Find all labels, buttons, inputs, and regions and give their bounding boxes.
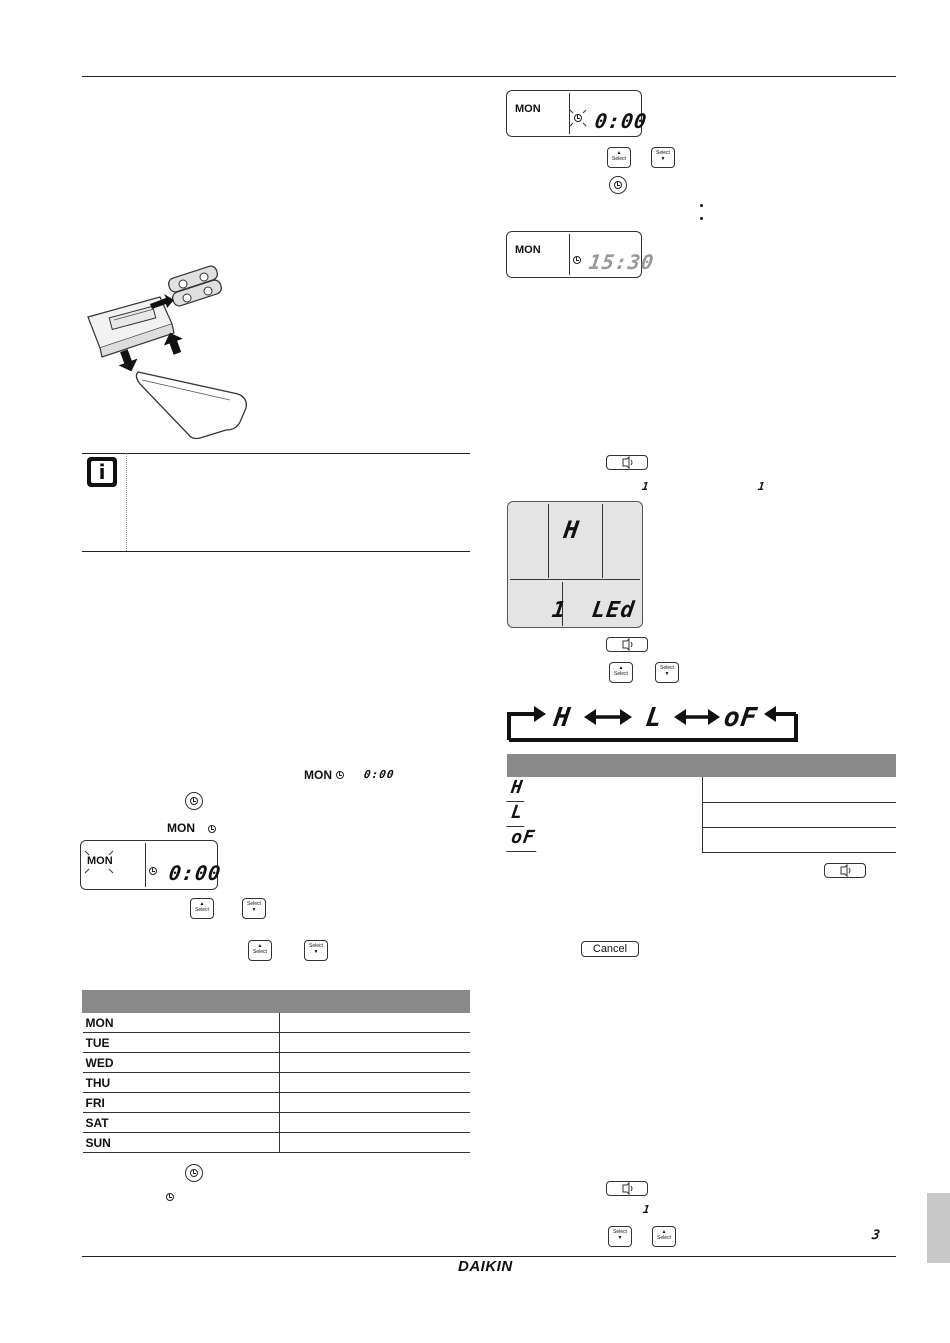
- table-row: [83, 1093, 470, 1113]
- clock-icon: [149, 867, 157, 875]
- mode-button[interactable]: [606, 637, 648, 652]
- select-up-button[interactable]: ▲ Select: [607, 147, 631, 168]
- table-row: [508, 802, 896, 827]
- table-row: [83, 1113, 470, 1133]
- clock-icon: [208, 825, 216, 833]
- inline-day-label: MON: [304, 768, 332, 782]
- lcd-day-select: [80, 840, 223, 890]
- lcd-label: LEd: [590, 598, 637, 623]
- table-row: [83, 1013, 470, 1033]
- mode-cell: H: [506, 777, 527, 802]
- select-down-button[interactable]: Select ▼: [651, 147, 675, 168]
- select-down-button[interactable]: Select ▼: [608, 1226, 632, 1247]
- day-cell: TUE: [83, 1033, 280, 1053]
- item-digit-3: 3: [870, 1228, 882, 1243]
- lcd-separator: [548, 504, 549, 578]
- clock-icon: [190, 1169, 198, 1177]
- clock-button[interactable]: [185, 792, 203, 810]
- mode-button[interactable]: [606, 455, 648, 470]
- note-divider: [126, 453, 127, 551]
- day-cell: MON: [83, 1013, 280, 1033]
- day-cell: SUN: [83, 1133, 280, 1153]
- chapter-tab: [927, 1193, 950, 1263]
- battery-insertion-illustration: [80, 262, 262, 448]
- table-row: [508, 827, 896, 852]
- clock-icon: [614, 181, 622, 189]
- select-up-button[interactable]: ▲ Select: [190, 898, 214, 919]
- lcd-led-setting: [507, 501, 643, 628]
- select-up-button[interactable]: ▲ Select: [609, 662, 633, 683]
- blink-indicator: [83, 847, 119, 877]
- step-day-label: MON: [167, 821, 195, 835]
- fan-icon: [825, 864, 865, 877]
- fan-icon: [607, 1182, 647, 1195]
- mode-sequence-h: H: [551, 703, 573, 733]
- item-digit: 1: [642, 1203, 652, 1216]
- mode-cell: oF: [506, 827, 539, 852]
- table-row: [83, 1073, 470, 1093]
- lcd-time: 0:00: [167, 861, 223, 885]
- fan-icon: [607, 638, 647, 651]
- daikin-logo: DAIKIN: [458, 1258, 513, 1275]
- lcd-item: 1: [550, 598, 569, 623]
- lcd-separator: [145, 843, 146, 887]
- clock-icon: [190, 797, 198, 805]
- info-icon: [87, 457, 117, 487]
- mode-cell: L: [506, 802, 527, 827]
- clock-icon: [573, 256, 581, 264]
- cancel-label: Cancel: [592, 943, 628, 955]
- lcd-day-time-set: [506, 231, 656, 278]
- inline-time-label: 0:00: [363, 768, 396, 781]
- table-row: [83, 1053, 470, 1073]
- lcd-time: 0:00: [593, 109, 649, 133]
- clock-button[interactable]: [609, 176, 627, 194]
- select-up-button[interactable]: ▲ Select: [248, 940, 272, 961]
- footer-rule: [82, 1256, 896, 1257]
- lcd-day: MON: [87, 855, 113, 867]
- mode-table: [507, 754, 896, 853]
- lcd-divider: [510, 579, 640, 580]
- clock-icon: [574, 114, 582, 122]
- header-rule: [82, 76, 896, 77]
- day-cell: SAT: [83, 1113, 280, 1133]
- select-down-button[interactable]: Select ▼: [304, 940, 328, 961]
- day-cell: FRI: [83, 1093, 280, 1113]
- mode-sequence-l: L: [643, 703, 665, 733]
- indicator-dot: [700, 217, 703, 220]
- table-row: [508, 777, 896, 803]
- clock-button[interactable]: [185, 1164, 203, 1182]
- clock-icon: [336, 771, 344, 779]
- table-row: [83, 1133, 470, 1153]
- note-rule-bottom: [82, 551, 470, 552]
- table-row: [83, 1033, 470, 1053]
- lcd-day-time: [506, 90, 649, 137]
- lcd-separator: [569, 234, 570, 275]
- lcd-mode: H: [562, 516, 582, 544]
- note-rule-top: [82, 453, 470, 454]
- lcd-separator: [602, 504, 603, 578]
- mode-sequence-of: oF: [721, 703, 760, 733]
- clock-icon: [166, 1193, 174, 1201]
- select-up-button[interactable]: ▲ Select: [652, 1226, 676, 1247]
- day-table: [82, 990, 470, 1153]
- item-digit: 1: [757, 480, 767, 493]
- mode-button[interactable]: [824, 863, 866, 878]
- item-digit: 1: [641, 480, 651, 493]
- indicator-dot: [700, 204, 703, 207]
- table-header-row: [508, 755, 896, 777]
- mode-button[interactable]: [606, 1181, 648, 1196]
- select-down-button[interactable]: Select ▼: [242, 898, 266, 919]
- lcd-time: 15:30: [587, 250, 656, 274]
- lcd-day: MON: [515, 103, 541, 115]
- day-cell: WED: [83, 1053, 280, 1073]
- fan-icon: [607, 456, 647, 469]
- day-cell: THU: [83, 1073, 280, 1093]
- cancel-button[interactable]: [581, 941, 639, 957]
- table-header-row: [83, 991, 470, 1013]
- select-down-button[interactable]: Select ▼: [655, 662, 679, 683]
- lcd-day: MON: [515, 244, 541, 256]
